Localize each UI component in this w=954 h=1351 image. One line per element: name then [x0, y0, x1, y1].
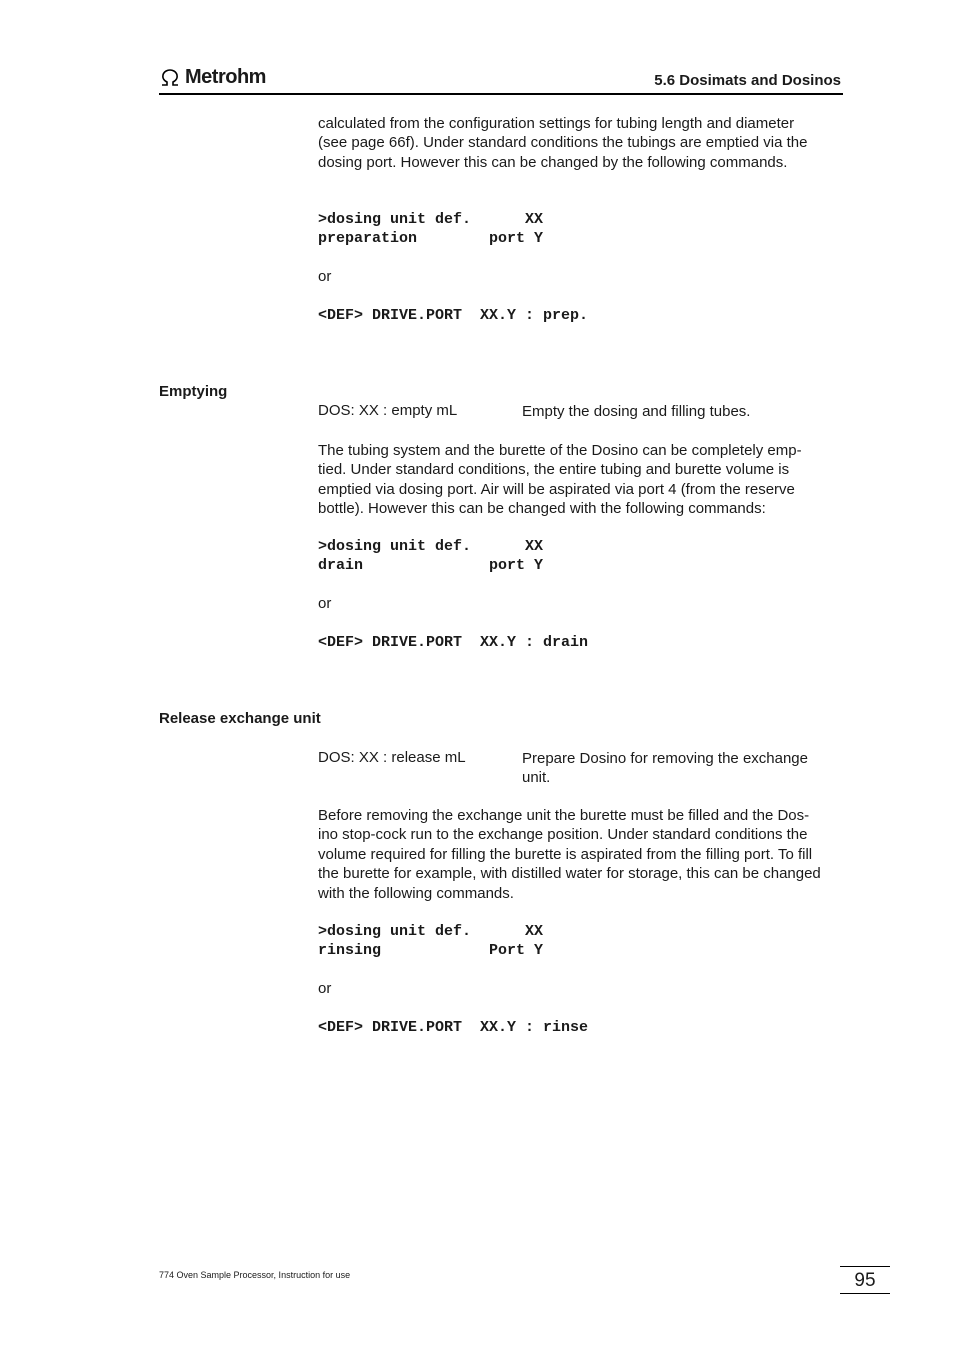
- or-text: or: [318, 595, 332, 612]
- text-line: tied. Under standard conditions, the entire tubing and burette volume is: [318, 461, 790, 479]
- section-heading-emptying: Emptying: [159, 383, 228, 400]
- code-line: >dosing unit def. XX: [318, 538, 544, 555]
- header-divider: [159, 93, 843, 95]
- brand-logo: [159, 66, 266, 89]
- text-line: dosing port. However this can be changed by the following commands.: [318, 153, 788, 171]
- dos-description: [522, 749, 842, 788]
- text-line: Before removing the exchange unit the burette must be filled and the Dos-: [318, 807, 810, 824]
- text-line: calculated from the configuration settings for tubing length and diameter: [318, 115, 795, 132]
- text-line: (see page 66f). Under standard conditions the tubings are emptied via the: [318, 134, 808, 152]
- text-line: emptied via dosing port. Air will be aspirated via port 4 (from the reserve: [318, 480, 795, 498]
- logo-text: Metrohm: [185, 66, 266, 88]
- text-line: unit.: [522, 769, 551, 787]
- dos-command: DOS: XX : empty mL: [318, 402, 458, 419]
- code-line: preparation port Y: [318, 230, 544, 247]
- footer-text: 774 Oven Sample Processor, Instruction for use: [159, 1270, 351, 1280]
- or-text: or: [318, 268, 332, 285]
- omega-icon: [159, 69, 181, 87]
- text-line: Prepare Dosino for removing the exchange: [522, 750, 808, 767]
- text-line: volume required for filling the burette is aspirated from the filling port. To fill: [318, 845, 813, 863]
- text-line: bottle). However this can be changed with the following commands:: [318, 500, 766, 518]
- code-line: drain port Y: [318, 557, 544, 574]
- code-line: >dosing unit def. XX: [318, 211, 544, 228]
- or-text: or: [318, 980, 332, 997]
- section-title: 5.6 Dosimats and Dosinos: [654, 72, 841, 89]
- code-line: <DEF> DRIVE.PORT XX.Y : rinse: [318, 1019, 589, 1036]
- dos-description: Empty the dosing and filling tubes.: [522, 403, 751, 420]
- emptying-paragraph: [318, 441, 844, 519]
- section-heading-release: Release exchange unit: [159, 710, 321, 727]
- code-line: >dosing unit def. XX: [318, 923, 544, 940]
- code-line: rinsing Port Y: [318, 942, 544, 959]
- code-line: <DEF> DRIVE.PORT XX.Y : prep.: [318, 307, 589, 324]
- text-line: The tubing system and the burette of the Dosino can be completely emp-: [318, 442, 802, 459]
- text-line: the burette for example, with distilled water for storage, this can be changed: [318, 865, 821, 883]
- dos-command: DOS: XX : release mL: [318, 749, 466, 766]
- text-line: ino stop-cock run to the exchange position. Under standard conditions the: [318, 826, 808, 844]
- intro-paragraph: [318, 114, 844, 172]
- code-line: <DEF> DRIVE.PORT XX.Y : drain: [318, 634, 589, 651]
- page-number: 95: [840, 1266, 890, 1294]
- release-paragraph: [318, 806, 844, 903]
- text-line: with the following commands.: [318, 884, 514, 902]
